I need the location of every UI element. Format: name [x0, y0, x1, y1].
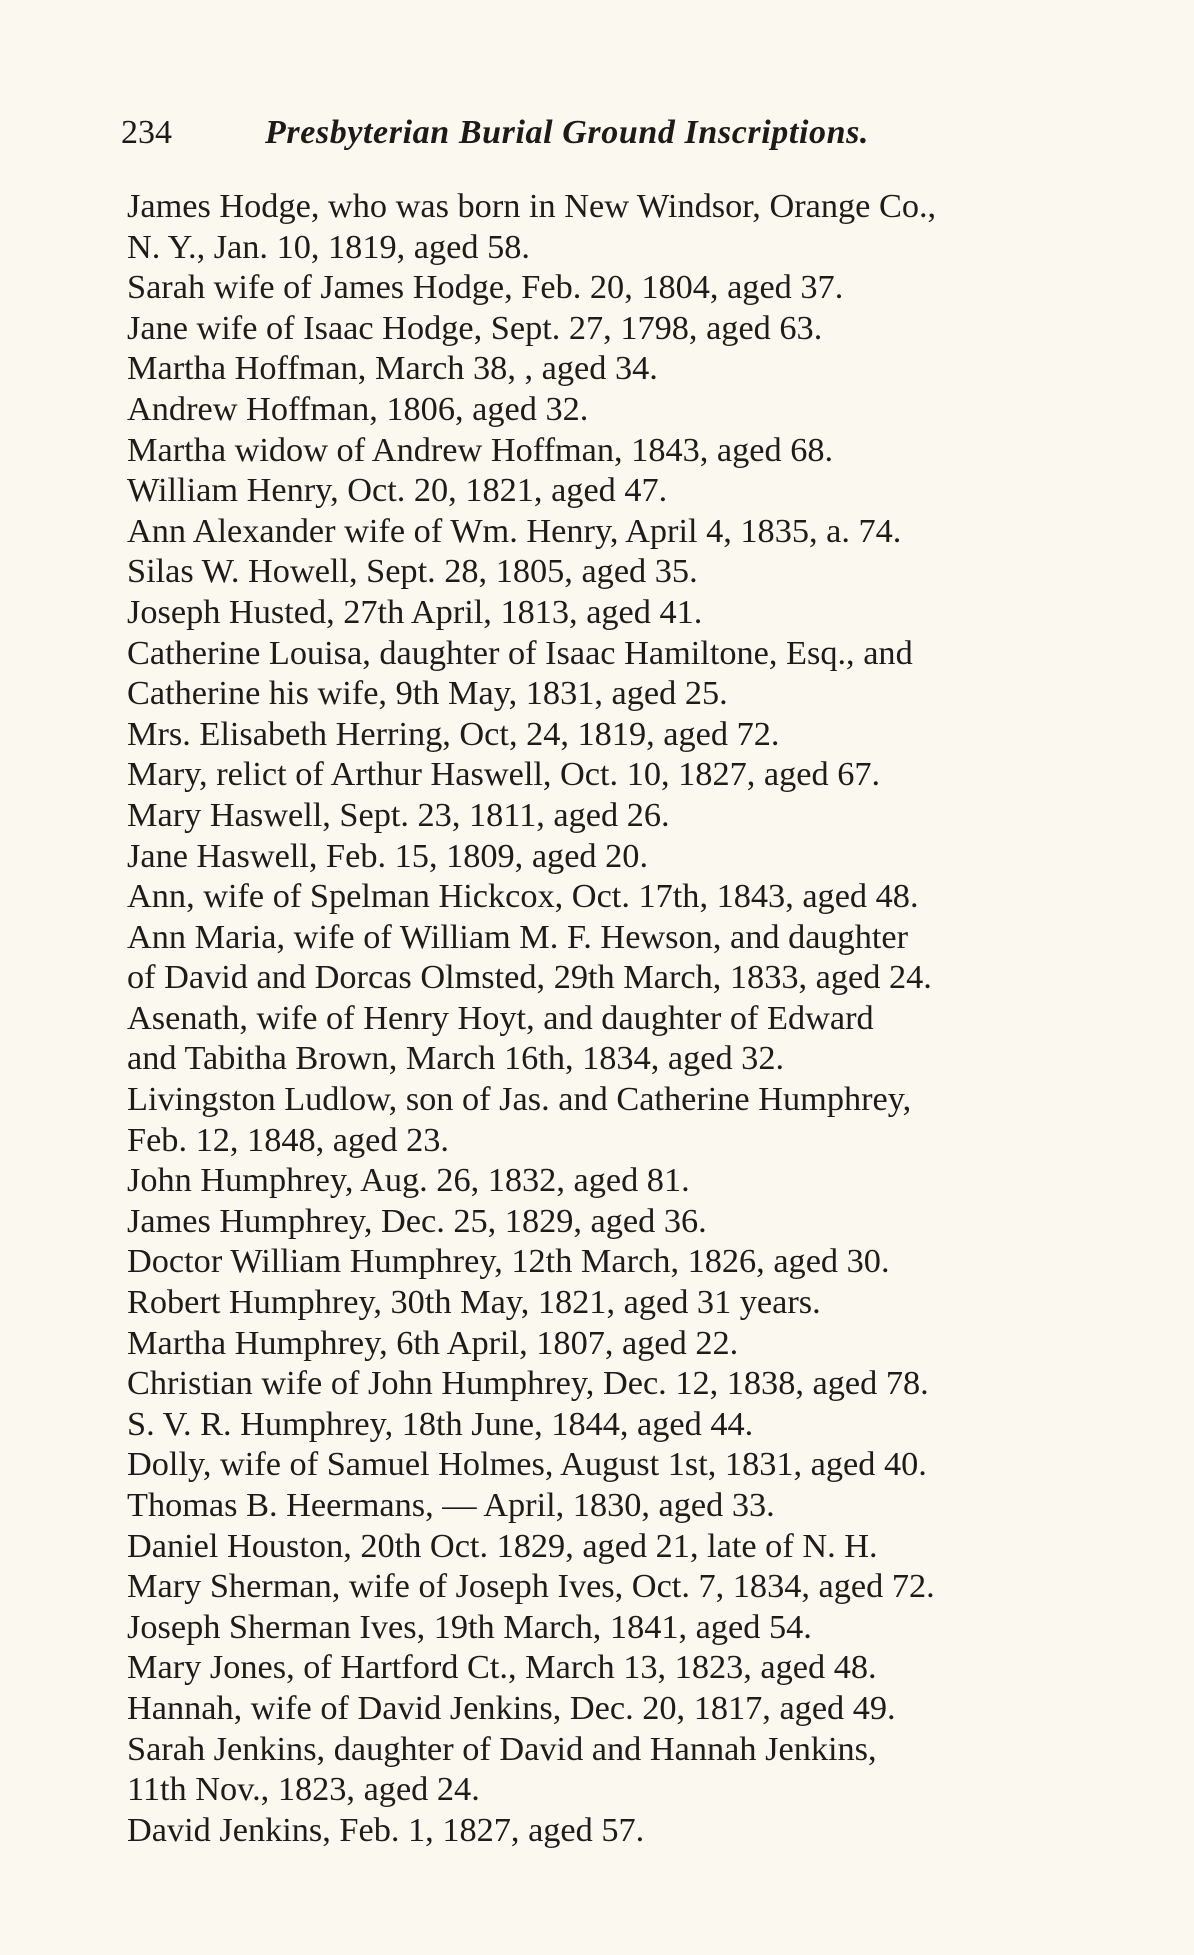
- inscription-line: and Tabitha Brown, March 16th, 1834, aged 32.: [127, 1039, 785, 1078]
- inscription-line: Catherine Louisa, daughter of Isaac Hamiltone, Esq., and: [127, 633, 913, 672]
- inscription-line: Martha Hoffman, March 38, , aged 34.: [127, 349, 658, 388]
- inscription-line: Thomas B. Heermans, — April, 1830, aged 33.: [127, 1486, 775, 1524]
- inscription-line: Jane wife of Isaac Hodge, Sept. 27, 1798, aged 63.: [127, 308, 823, 347]
- inscription-entry: [127, 1688, 1117, 1729]
- page-number: 234: [121, 114, 172, 151]
- inscription-entry: [127, 551, 1117, 592]
- inscription-entry: [127, 1566, 1117, 1607]
- inscription-entry: [127, 836, 1117, 877]
- inscription-line: Hannah, wife of David Jenkins, Dec. 20, 1817, aged 49.: [127, 1688, 896, 1727]
- inscription-entry: [127, 1079, 1117, 1160]
- inscription-line: Ann, wife of Spelman Hickcox, Oct. 17th, 1843, aged 48.: [127, 877, 919, 916]
- inscription-line: James Humphrey, Dec. 25, 1829, aged 36.: [127, 1201, 707, 1240]
- inscription-line: Jane Haswell, Feb. 15, 1809, aged 20.: [127, 836, 649, 875]
- inscription-entry: [127, 592, 1117, 633]
- inscription-line: Mary Jones, of Hartford Ct., March 13, 1823, aged 48.: [127, 1648, 877, 1687]
- inscription-entry: [127, 1241, 1117, 1282]
- inscription-entry: [127, 1323, 1117, 1364]
- inscription-line: Ann Maria, wife of William M. F. Hewson, and daughter: [127, 917, 909, 956]
- inscription-entry: [127, 1729, 1117, 1810]
- running-title: Presbyterian Burial Ground Inscriptions.: [265, 114, 870, 151]
- inscription-line: Daniel Houston, 20th Oct. 1829, aged 21, late of N. H.: [127, 1526, 878, 1565]
- inscription-line: Mary Haswell, Sept. 23, 1811, aged 26.: [127, 795, 670, 834]
- inscription-line: Livingston Ludlow, son of Jas. and Catherine Humphrey,: [127, 1080, 912, 1119]
- inscription-line: Joseph Sherman Ives, 19th March, 1841, aged 54.: [127, 1607, 812, 1646]
- inscription-line: of David and Dorcas Olmsted, 29th March, 1833, aged 24.: [127, 958, 932, 997]
- inscription-entry: [127, 389, 1117, 430]
- inscription-line: Catherine his wife, 9th May, 1831, aged 25.: [127, 674, 728, 713]
- inscription-line: Christian wife of John Humphrey, Dec. 12, 1838, aged 78.: [127, 1364, 929, 1403]
- inscription-line: Mary Sherman, wife of Joseph Ives, Oct. 7, 1834, aged 72.: [127, 1567, 935, 1606]
- inscription-entry: [127, 1201, 1117, 1242]
- inscription-entry: [127, 1526, 1117, 1567]
- inscription-line: Sarah wife of James Hodge, Feb. 20, 1804, aged 37.: [127, 268, 844, 307]
- inscription-entry: [127, 795, 1117, 836]
- inscription-entry: [127, 633, 1117, 714]
- inscription-entry: [127, 1607, 1117, 1648]
- inscription-entry: [127, 754, 1117, 795]
- inscription-line: Joseph Husted, 27th April, 1813, aged 41.: [127, 592, 703, 631]
- inscription-line: Feb. 12, 1848, aged 23.: [127, 1120, 449, 1159]
- inscription-line: Mrs. Elisabeth Herring, Oct, 24, 1819, aged 72.: [127, 714, 780, 753]
- inscription-entry: [127, 1363, 1117, 1404]
- inscription-entry: [127, 1647, 1117, 1688]
- inscription-entry: [127, 348, 1117, 389]
- inscription-entry: [127, 1485, 1117, 1526]
- inscription-line: Ann Alexander wife of Wm. Henry, April 4, 1835, a. 74.: [127, 511, 902, 550]
- inscription-line: S. V. R. Humphrey, 18th June, 1844, aged 44.: [127, 1404, 754, 1443]
- inscription-entry: [127, 267, 1117, 308]
- inscription-line: Martha widow of Andrew Hoffman, 1843, aged 68.: [127, 430, 834, 469]
- inscription-entry: [127, 714, 1117, 755]
- inscription-entry: [127, 1160, 1117, 1201]
- inscription-line: Asenath, wife of Henry Hoyt, and daughter of Edward: [127, 998, 874, 1037]
- inscription-line: Mary, relict of Arthur Haswell, Oct. 10, 1827, aged 67.: [127, 755, 881, 794]
- inscription-line: Andrew Hoffman, 1806, aged 32.: [127, 389, 589, 428]
- inscription-entry: [127, 917, 1117, 998]
- inscription-entry: [127, 1404, 1117, 1445]
- inscription-line: 11th Nov., 1823, aged 24.: [127, 1770, 480, 1809]
- inscription-line: William Henry, Oct. 20, 1821, aged 47.: [127, 471, 668, 510]
- inscription-entry: [127, 186, 1117, 267]
- inscription-line: David Jenkins, Feb. 1, 1827, aged 57.: [127, 1810, 645, 1849]
- inscription-line: Silas W. Howell, Sept. 28, 1805, aged 35.: [127, 552, 698, 591]
- inscription-line: Sarah Jenkins, daughter of David and Hannah Jenkins,: [127, 1729, 877, 1768]
- inscription-line: Doctor William Humphrey, 12th March, 1826, aged 30.: [127, 1242, 890, 1281]
- inscription-entry: [127, 1444, 1117, 1485]
- inscription-entry: [127, 1282, 1117, 1323]
- inscription-line: Martha Humphrey, 6th April, 1807, aged 22.: [127, 1323, 739, 1362]
- inscription-list: [127, 186, 1117, 1850]
- inscription-entry: [127, 511, 1117, 552]
- inscription-entry: [127, 876, 1117, 917]
- inscription-entry: [127, 1810, 1117, 1851]
- inscription-line: James Hodge, who was born in New Windsor, Orange Co.,: [127, 187, 937, 225]
- inscription-line: N. Y., Jan. 10, 1819, aged 58.: [127, 227, 530, 266]
- inscription-entry: [127, 470, 1117, 511]
- page-header: [121, 110, 1081, 156]
- inscription-entry: [127, 430, 1117, 471]
- inscription-line: Robert Humphrey, 30th May, 1821, aged 31 years.: [127, 1283, 821, 1322]
- inscription-line: John Humphrey, Aug. 26, 1832, aged 81.: [127, 1161, 690, 1200]
- inscription-entry: [127, 998, 1117, 1079]
- inscription-line: Dolly, wife of Samuel Holmes, August 1st, 1831, aged 40.: [127, 1445, 927, 1484]
- inscription-entry: [127, 308, 1117, 349]
